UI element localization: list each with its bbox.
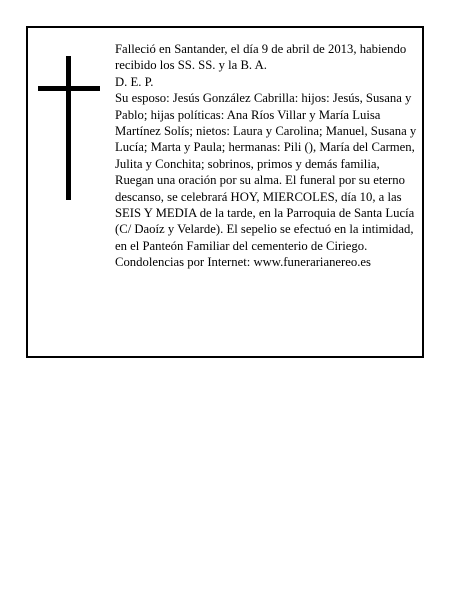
obituary-notice-frame <box>26 26 424 358</box>
family-list: Su esposo: Jesús González Cabrilla: hijos: Jesús, Susana y Pablo; hijas políticas: Ana Ríos Villar y María Luisa Martínez Solís; nietos: Laura y Carolina; Manuel, Susana y Lucía; Marta y Paula; hermanas: Pili (), María del Carmen, Julita y Conchita; sobrinos, primos y demás familia, <box>115 91 417 171</box>
condolences-line: Condolencias por Internet: www.funerarianereo.es <box>115 255 371 270</box>
rip-line: D. E. P. <box>115 74 154 89</box>
obituary-text <box>115 41 421 271</box>
funeral-details: Ruegan una oración por su alma. El funeral por su eterno descanso, se celebrará HOY, MIERCOLES, día 10, a las SEIS Y MEDIA de la tarde, en la Parroquia de Santa Lucía (C/ Daoíz y Velarde). El sepelio se efectuó en la intimidad, en el Panteón Familiar del cementerio de Ciriego. <box>115 173 415 253</box>
death-announcement: Falleció en Santander, el día 9 de abril de 2013, habiendo recibido los SS. SS. y la B. A. <box>115 42 407 73</box>
cross-horizontal-bar <box>38 86 100 91</box>
cross-icon <box>38 56 100 200</box>
cross-vertical-bar <box>66 56 71 200</box>
